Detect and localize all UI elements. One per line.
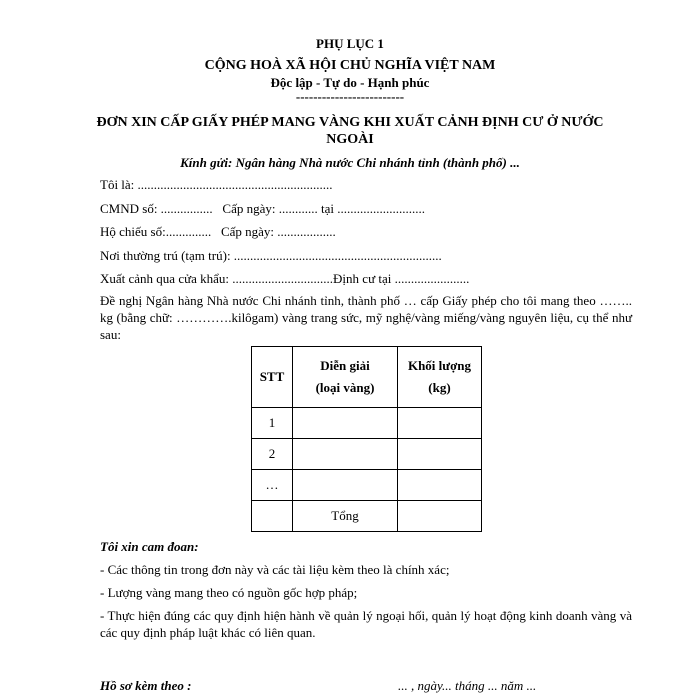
table-header-row bbox=[252, 347, 482, 408]
row-weight-cell bbox=[398, 439, 482, 470]
appendix-label: PHỤ LỤC 1 bbox=[316, 36, 384, 51]
total-label: Tổng bbox=[293, 501, 398, 532]
attachments-label: Hồ sơ kèm theo : bbox=[100, 678, 192, 693]
table-row bbox=[252, 408, 482, 439]
table-total-row bbox=[252, 501, 482, 532]
motto: Độc lập - Tự do - Hạnh phúc bbox=[270, 75, 430, 90]
row-weight-cell bbox=[398, 408, 482, 439]
gold-table bbox=[251, 346, 482, 532]
row-description-cell bbox=[293, 408, 398, 439]
row-description-cell bbox=[293, 439, 398, 470]
total-number-cell bbox=[252, 501, 293, 532]
table-row bbox=[252, 439, 482, 470]
header-description bbox=[293, 347, 398, 408]
row-number: 2 bbox=[252, 439, 293, 470]
header-description-line1: Diễn giải bbox=[320, 358, 370, 373]
row-weight-cell bbox=[398, 470, 482, 501]
header-weight-line2: (kg) bbox=[428, 380, 451, 395]
header-stt: STT bbox=[252, 347, 293, 408]
row-number: 1 bbox=[252, 408, 293, 439]
field-residence: Nơi thường trú (tạm trú): ................................................................ bbox=[100, 248, 442, 263]
header-weight-line1: Khối lượng bbox=[407, 358, 472, 373]
pledge-item-accuracy: - Các thông tin trong đơn này và các tài liệu kèm theo là chính xác; bbox=[100, 562, 450, 577]
field-exit: Xuất cảnh qua cửa khẩu: ...............................Định cư tại ....................... bbox=[100, 271, 470, 286]
field-name: Tôi là: ............................................................ bbox=[100, 177, 333, 192]
table-row bbox=[252, 470, 482, 501]
signing-date: ... , ngày... tháng ... năm ... bbox=[398, 678, 537, 693]
pledge-heading: Tôi xin cam đoan: bbox=[100, 539, 199, 554]
total-weight-cell bbox=[398, 501, 482, 532]
request-paragraph: Đề nghị Ngân hàng Nhà nước Chi nhánh tỉnh, thành phố … cấp Giấy phép cho tôi mang theo …….. kg (bằng chữ: ………….kilôgam) vàng trang sức, mỹ nghệ/vàng miếng/vàng nguyên liệu, cụ thể như sau: bbox=[100, 293, 632, 342]
header-description-line2: (loại vàng) bbox=[315, 380, 375, 395]
field-id-card: CMND số: ................ Cấp ngày: ............ tại ........................... bbox=[100, 201, 425, 216]
row-description-cell bbox=[293, 470, 398, 501]
field-passport: Hộ chiếu số:.............. Cấp ngày: .................. bbox=[100, 224, 336, 239]
nation-title: CỘNG HOÀ XÃ HỘI CHỦ NGHĨA VIỆT NAM bbox=[204, 58, 496, 73]
header-weight bbox=[398, 347, 482, 408]
pledge-item-origin: - Lượng vàng mang theo có nguồn gốc hợp pháp; bbox=[100, 585, 358, 600]
row-number: … bbox=[252, 470, 293, 501]
pledge-item-compliance: - Thực hiện đúng các quy định hiện hành về quản lý ngoại hối, quản lý hoạt động kinh doanh vàng và các quy định pháp luật khác có liên quan. bbox=[100, 608, 632, 640]
header-divider: ------------------------- bbox=[295, 89, 405, 104]
addressee: Kính gửi: Ngân hàng Nhà nước Chi nhánh tỉnh (thành phố) ... bbox=[180, 155, 520, 170]
form-title-line2: NGOÀI bbox=[326, 132, 374, 147]
form-title-line1: ĐƠN XIN CẤP GIẤY PHÉP MANG VÀNG KHI XUẤT CẢNH ĐỊNH CƯ Ở NƯỚC bbox=[96, 115, 604, 130]
